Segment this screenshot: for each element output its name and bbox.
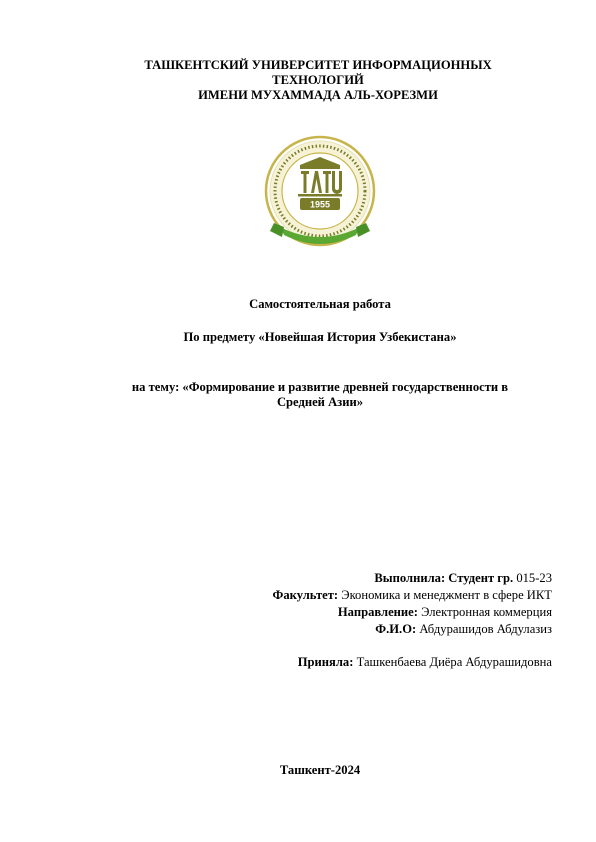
university-logo [256, 135, 384, 253]
direction-label: Направление: [337, 605, 418, 619]
work-subject: По предмету «Новейшая История Узбекистана» [183, 330, 457, 344]
fio-value: Абдурашидов Абдулазиз [416, 622, 552, 636]
fio-row [152, 621, 552, 638]
performed-value: 015-23 [513, 571, 552, 585]
city-year: Ташкент-2024 [279, 763, 361, 777]
accepted-value: Ташкенбаева Диёра Абдурашидовна [353, 655, 552, 669]
topic-line-1: на тему: «Формирование и развитие древней государственности в [131, 380, 509, 394]
work-topic [100, 380, 540, 410]
faculty-label: Факультет: [272, 588, 339, 602]
spacer [152, 638, 552, 654]
header-line-1: ТАШКЕНТСКИЙ УНИВЕРСИТЕТ ИНФОРМАЦИОННЫХ [144, 58, 492, 72]
direction-value: Электронная коммерция [417, 605, 552, 619]
faculty-row [152, 587, 552, 604]
performed-label: Выполнила: Студент гр. [374, 571, 514, 585]
work-type: Самостоятельная работа [249, 297, 391, 311]
logo-year: 1955 [309, 199, 331, 210]
faculty-value: Экономика и менеджмент в сфере ИКТ [338, 588, 552, 602]
fio-label: Ф.И.О: [375, 622, 417, 636]
direction-row [152, 604, 552, 621]
header-line-3: ИМЕНИ МУХАММАДА АЛЬ-ХОРЕЗМИ [198, 88, 438, 102]
header-line-2: ТЕХНОЛОГИЙ [272, 73, 364, 87]
accepted-label: Приняла: [297, 655, 354, 669]
accepted-row [152, 654, 552, 671]
student-info [152, 570, 552, 671]
university-header [100, 58, 536, 103]
performed-row [152, 570, 552, 587]
topic-line-2: Средней Азии» [276, 395, 364, 409]
tatu-logo-icon [256, 135, 384, 253]
